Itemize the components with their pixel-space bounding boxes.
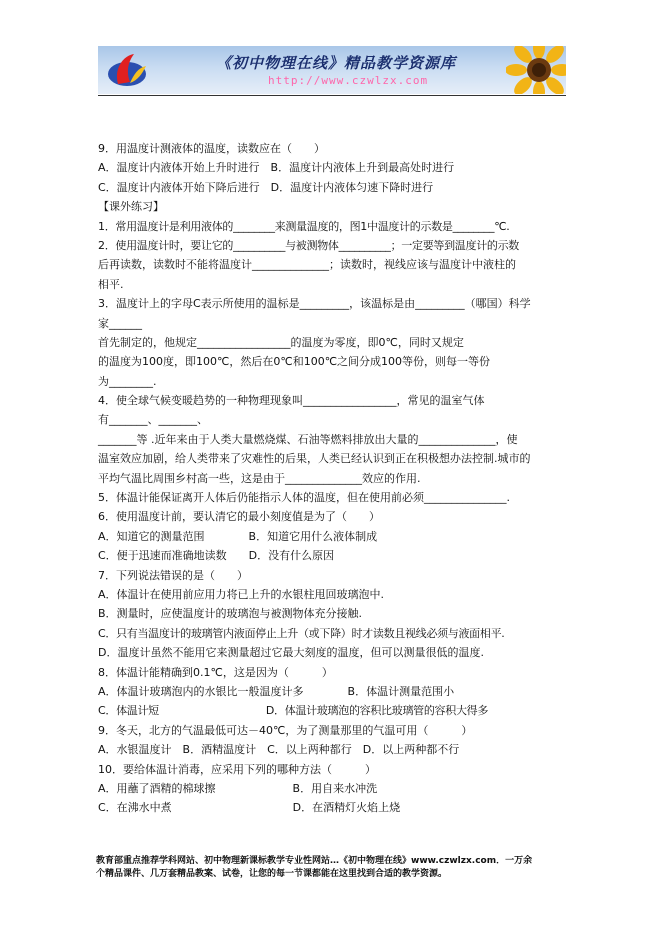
- ex7-stem: 7．下列说法错误的是（ ）: [98, 568, 248, 582]
- ex3-text-3: 首先制定的，他规定_________________的温度为零度，即0℃，同时又规定: [98, 335, 464, 349]
- q9-options-ab: A．温度计内液体开始上升时进行 B．温度计内液体上升到最高处时进行: [98, 161, 455, 175]
- ex7-option-c: C．只有当温度计的玻璃管内液面停止上升（或下降）时才读数且视线必须与液面相平.: [98, 626, 505, 640]
- ex10-options-ab: A．用蘸了酒精的棉球擦 B．用自来水冲洗: [98, 781, 378, 795]
- ex2-text-1: 2．使用温度计时，要让它的__________与被测物体__________；一定要等到温度计的示数: [98, 238, 519, 252]
- ex7-option-b: B．测量时，应使温度计的玻璃泡与被测物体充分接触.: [98, 607, 363, 621]
- ex4-text-1: 4．使全球气候变暖趋势的一种物理现象叫_________________，常见的温室气体: [98, 394, 485, 408]
- ex5-text: 5．体温计能保证离开人体后仍能指示人体的温度，但在使用前必须_______________.: [98, 491, 510, 505]
- document-body: [98, 139, 566, 818]
- ex6-options-ab: A．知道它的测量范围 B．知道它用什么液体制成: [98, 529, 378, 543]
- ex4-text-3: _______等 .近年来由于人类大量燃烧煤、石油等燃料排放出大量的______________，使: [98, 432, 518, 446]
- ex3-text-1: 3．温度计上的字母C表示所使用的温标是_________，该温标是由_________（哪国）科学: [98, 297, 531, 311]
- ex3-text-2: 家______: [98, 316, 142, 330]
- site-title: 《初中物理在线》精品教学资源库: [216, 54, 457, 72]
- ex3-text-5: 为________.: [98, 374, 157, 388]
- ex9-stem: 9．冬天，北方的气温最低可达－40℃，为了测量那里的气温可用（ ）: [98, 723, 473, 737]
- ex6-options-cd: C．便于迅速而准确地读数 D．没有什么原因: [98, 549, 335, 563]
- ex2-text-3: 相平.: [98, 277, 124, 291]
- site-logo-icon: [104, 50, 150, 90]
- ex2-text-2: 后再读数，读数时不能将温度计______________；读数时，视线应该与温度计中液柱的: [98, 258, 516, 272]
- ex6-stem: 6．使用温度计前，要认清它的最小刻度值是为了（ ）: [98, 510, 380, 524]
- header-rule: [98, 95, 566, 96]
- footer-line-1: 教育部重点推荐学科网站、初中物理新课标教学专业性网站…《初中物理在线》www.czwlzx.com．一万余: [96, 856, 533, 866]
- section-heading: 【课外练习】: [98, 200, 164, 214]
- ex10-stem: 10．要给体温计消毒，应采用下列的哪种方法（ ）: [98, 762, 376, 776]
- ex4-text-2: 有_______、_______、: [98, 413, 208, 427]
- ex7-option-a: A．体温计在使用前应用力将已上升的水银柱甩回玻璃泡中.: [98, 587, 385, 601]
- header-banner: [98, 46, 566, 94]
- ex8-options-ab: A．体温计玻璃泡内的水银比一般温度计多 B．体温计测量范围小: [98, 684, 455, 698]
- ex4-text-5: 平均气温比周围乡村高一些，这是由于______________效应的作用.: [98, 471, 421, 485]
- site-url[interactable]: http://www.czwlzx.com: [268, 74, 429, 87]
- ex3-text-4: 的温度为100度，即100℃，然后在0℃和100℃之间分成100等份，则每一等份: [98, 355, 491, 369]
- sunflower-icon: [506, 46, 566, 94]
- page-footer: [96, 855, 570, 881]
- ex8-stem: 8．体温计能精确到0.1℃，这是因为（ ）: [98, 665, 333, 679]
- ex9-options: A．水银温度计 B．酒精温度计 C．以上两种都行 D．以上两种都不行: [98, 743, 460, 757]
- ex10-options-cd: C．在沸水中煮 D．在酒精灯火焰上烧: [98, 801, 401, 815]
- ex8-options-cd: C．体温计短 D．体温计玻璃泡的容积比玻璃管的容积大得多: [98, 704, 489, 718]
- ex7-option-d: D．温度计虽然不能用它来测量超过它最大刻度的温度，但可以测量很低的温度.: [98, 646, 484, 660]
- q9-stem: 9．用温度计测液体的温度，读数应在（ ）: [98, 142, 325, 155]
- ex1-text: 1．常用温度计是利用液体的________来测量温度的，图1中温度计的示数是________℃.: [98, 219, 510, 233]
- footer-line-2: 个精品课件、几万套精品教案、试卷，让您的每一节课都能在这里找到合适的教学资源。: [96, 869, 448, 879]
- q9-options-cd: C．温度计内液体开始下降后进行 D．温度计内液体匀速下降时进行: [98, 180, 434, 194]
- ex4-text-4: 温室效应加剧，给人类带来了灾难性的后果，人类已经认识到正在积极想办法控制.城市的: [98, 452, 531, 466]
